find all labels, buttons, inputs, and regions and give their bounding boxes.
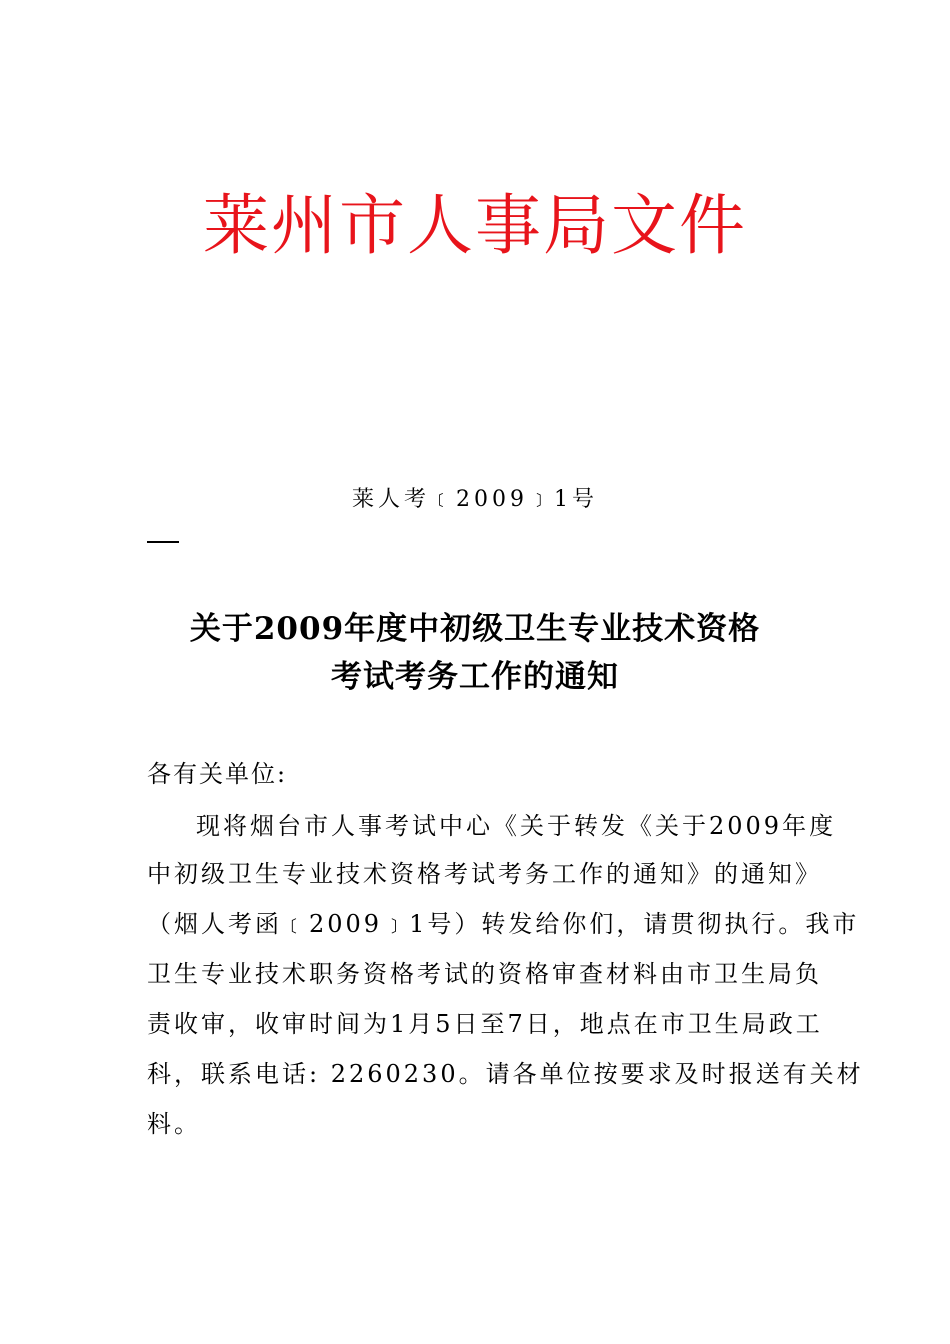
notice-title-line-2: 考试考务工作的通知 (331, 659, 619, 695)
salutation: 各有关单位: (147, 760, 288, 788)
body-text-line: 料。 (147, 1110, 201, 1138)
body-text-line: （烟人考函﹝2009﹞1号）转发给你们，请贯彻执行。我市 (147, 910, 860, 938)
body-text-line: 现将烟台市人事考试中心《关于转发《关于2009年度 (196, 812, 837, 840)
notice-title-line-1: 关于2009年度中初级卫生专业技术资格 (189, 611, 761, 647)
header-divider (147, 541, 179, 543)
body-text-line: 卫生专业技术职务资格考试的资格审查材料由市卫生局负 (147, 960, 822, 988)
document-number: 莱人考﹝2009﹞1号 (352, 487, 598, 512)
document-header-title: 莱州市人事局文件 (203, 187, 747, 264)
body-text-line: 中初级卫生专业技术资格考试考务工作的通知》的通知》 (147, 860, 822, 888)
body-text-line: 科，联系电话: 2260230。请各单位按要求及时报送有关材 (147, 1060, 864, 1088)
body-text-line: 责收审，收审时间为1月5日至7日，地点在市卫生局政工 (147, 1010, 823, 1038)
